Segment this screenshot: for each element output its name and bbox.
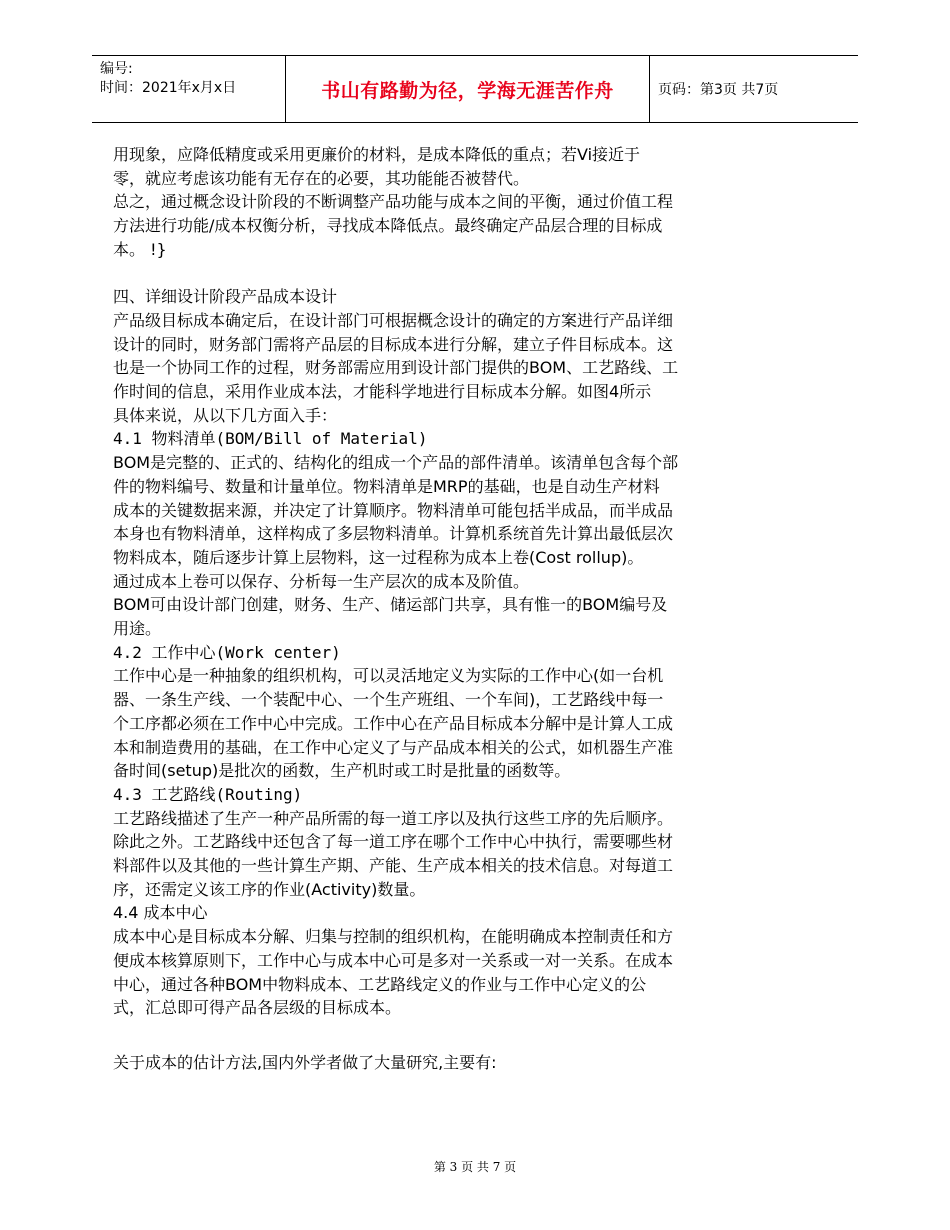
body-line: 也是一个协同工作的过程，财务部需应用到设计部门提供的BOM、工艺路线、工: [113, 358, 679, 378]
body-line: 件的物料编号、数量和计量单位。物料清单是MRP的基础，也是自动生产材料: [113, 476, 660, 496]
body-line: 成本的关键数据来源，并决定了计算顺序。物料清单可能包括半成品，而半成品: [113, 500, 674, 520]
header-divider-right: [649, 56, 650, 122]
body-line: 零，就应考虑该功能有无存在的必要，其功能能否被替代。: [113, 168, 530, 188]
body-line: 设计的同时，财务部门需将产品层的目标成本进行分解，建立子件目标成本。这: [113, 334, 674, 354]
body-line: BOM可由设计部门创建，财务、生产、储运部门共享，具有惟一的BOM编号及: [113, 595, 668, 615]
document-number-label: 编号:: [100, 61, 133, 77]
body-line: 关于成本的估计方法,国内外学者做了大量研究,主要有:: [113, 1053, 497, 1072]
blank-line: [113, 262, 773, 286]
body-line: 本。 !}: [113, 239, 167, 259]
body-line: 用现象，应降低精度或采用更廉价的材料，是成本降低的重点；若Vi接近于: [113, 145, 641, 164]
body-line: 备时间(setup)是批次的函数，生产机时或工时是批量的函数等。: [113, 761, 571, 781]
body-line: 成本中心是目标成本分解、归集与控制的组织机构，在能明确成本控制责任和方: [113, 927, 674, 947]
page-header: [92, 55, 858, 123]
body-line: 个工序都必须在工作中心中完成。工作中心在产品目标成本分解中是计算人工成: [113, 713, 674, 733]
body-line: 具体来说，从以下几方面入手：: [113, 405, 338, 425]
subsection-heading: 4.4 成本中心: [113, 903, 208, 923]
section-heading: 四、详细设计阶段产品成本设计: [113, 287, 338, 307]
subsection-heading: 4.2 工作中心(Work center): [113, 642, 341, 662]
body-line: 通过成本上卷可以保存、分析每一生产层次的成本及阶值。: [113, 571, 530, 591]
body-line: 方法进行功能/成本权衡分析，寻找成本降低点。最终确定产品层合理的目标成: [113, 216, 663, 236]
subsection-heading: 4.3 工艺路线(Routing): [113, 784, 303, 804]
body-line: 用途。: [113, 619, 162, 639]
body-line: 本身也有物料清单，这样构成了多层物料清单。计算机系统首先计算出最低层次: [113, 524, 674, 544]
header-motto: 书山有路勤为径，学海无涯苦作舟: [321, 79, 614, 102]
body-line: 中心，通过各种BOM中物料成本、工艺路线定义的作业与工作中心定义的公: [113, 974, 647, 994]
body-line: 式，汇总即可得产品各层级的目标成本。: [113, 998, 402, 1018]
body-line: 总之，通过概念设计阶段的不断调整产品功能与成本之间的平衡，通过价值工程: [113, 192, 674, 212]
body-line: 物料成本，随后逐步计算上层物料，这一过程称为成本上卷(Cost rollup)。: [113, 547, 644, 567]
body-line: 便成本核算原则下，工作中心与成本中心可是多对一关系或一对一关系。在成本: [113, 950, 674, 970]
body-line: 本和制造费用的基础，在工作中心定义了与产品成本相关的公式，如机器生产准: [113, 737, 674, 757]
body-line: 器、一条生产线、一个装配中心、一个生产班组、一个车间)，工艺路线中每一: [113, 690, 664, 710]
body-line: 产品级目标成本确定后，在设计部门可根据概念设计的确定的方案进行产品详细: [113, 310, 674, 330]
body-line: 序，还需定义该工序的作业(Activity)数量。: [113, 879, 426, 899]
body-line: 作时间的信息，采用作业成本法，才能科学地进行目标成本分解。如图4所示: [113, 382, 652, 402]
body-line: 料部件以及其他的一些计算生产期、产能、生产成本相关的技术信息。对每道工: [113, 856, 674, 876]
body-line: 工艺路线描述了生产一种产品所需的每一道工序以及执行这些工序的先后顺序。: [113, 808, 674, 828]
header-page-info: 页码：第3页 共7页: [658, 82, 779, 98]
subsection-heading: 4.1 物料清单(BOM/Bill of Material): [113, 429, 428, 449]
document-body: [113, 143, 773, 1075]
header-meta: [100, 60, 282, 98]
document-time-label: 时间：2021年x月x日: [100, 80, 237, 96]
body-line: 除此之外。工艺路线中还包含了每一道工序在哪个工作中心中执行，需要哪些材: [113, 832, 674, 852]
body-line: 工作中心是一种抽象的组织机构，可以灵活地定义为实际的工作中心(如一台机: [113, 666, 664, 686]
page-footer: 第 3 页 共 7 页: [433, 1160, 517, 1174]
body-line: BOM是完整的、正式的、结构化的组成一个产品的部件清单。该清单包含每个部: [113, 453, 679, 473]
blank-line: [113, 1020, 773, 1051]
